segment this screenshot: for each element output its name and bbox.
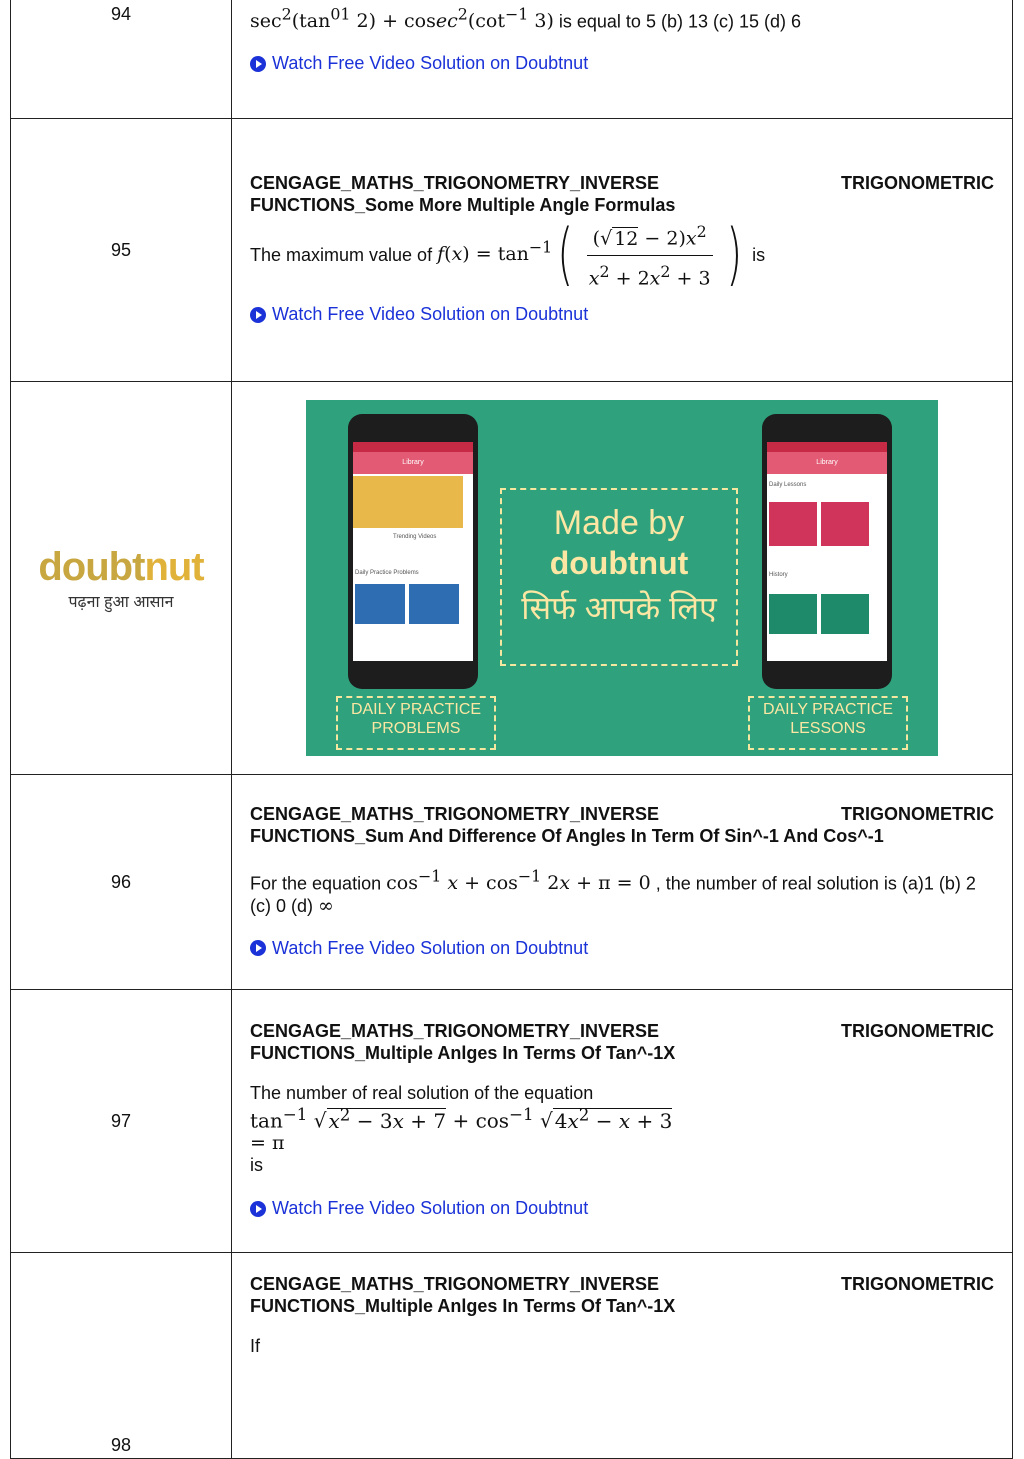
- label-line: DAILY PRACTICE: [762, 701, 894, 718]
- daily-practice-lessons-label: [748, 696, 908, 750]
- watch-video-label: Watch Free Video Solution on Doubtnut: [272, 53, 589, 74]
- play-icon: [250, 1201, 266, 1217]
- question-prefix: For the equation: [250, 872, 382, 893]
- question-text: [250, 3, 994, 33]
- question-text: [250, 1335, 994, 1358]
- phone-text: History: [769, 572, 788, 578]
- title-part-b: TRIGONOMETRIC: [841, 803, 994, 824]
- question-number: 95: [11, 119, 232, 382]
- question-number: 98: [11, 1253, 232, 1459]
- title-part-c: FUNCTIONS_Multiple Anlges In Terms Of Tan^-1X: [250, 1296, 676, 1316]
- title-part-c: FUNCTIONS_Some More Multiple Angle Formulas: [250, 195, 676, 216]
- title-part-a: CENGAGE_MATHS_TRIGONOMETRY_INVERSE: [250, 803, 660, 824]
- watch-video-link[interactable]: [250, 304, 588, 325]
- title-part-a: CENGAGE_MATHS_TRIGONOMETRY_INVERSE: [250, 1021, 660, 1042]
- question-title: [250, 803, 994, 847]
- label-line: DAILY PRACTICE: [350, 701, 482, 718]
- math-expression: $\sec^2(\tan^{01}$ $2) + cosec^2(\cot^{-1}$ 3): [250, 5, 554, 33]
- logo-word-a: doubt: [38, 544, 145, 589]
- title-part-c: FUNCTIONS_Multiple Anlges In Terms Of Tan^-1X: [250, 1043, 676, 1064]
- question-title: [250, 172, 994, 216]
- phone-screen-title: Library: [353, 452, 473, 474]
- title-part-c: FUNCTIONS_Sum And Difference Of Angles In Term Of Sin^-1 And Cos^-1: [250, 825, 884, 846]
- question-title: [250, 1020, 994, 1064]
- question-row-96: [11, 775, 1013, 990]
- phone-right: [762, 414, 892, 689]
- made-by-hindi: सिर्फ आपके लिए: [521, 590, 717, 626]
- infinity-symbol: ∞: [318, 894, 334, 917]
- phone-text: Daily Lessons: [769, 482, 807, 488]
- label-line: PROBLEMS: [371, 720, 461, 737]
- watch-video-link[interactable]: [250, 1198, 588, 1219]
- watch-video-label: Watch Free Video Solution on Doubtnut: [272, 1198, 589, 1219]
- question-row-94: [11, 0, 1013, 119]
- question-number: 96: [11, 775, 232, 990]
- question-suffix: is: [250, 1155, 263, 1176]
- logo-word-b: nut: [144, 544, 204, 589]
- title-part-b: TRIGONOMETRIC: [841, 1274, 994, 1294]
- doubtnut-logo: [11, 545, 231, 612]
- title-part-b: TRIGONOMETRIC: [841, 173, 994, 194]
- question-prefix: The maximum value of: [250, 244, 433, 265]
- title-part-a: CENGAGE_MATHS_TRIGONOMETRY_INVERSE: [250, 1274, 660, 1294]
- math-expression: $\cos^{-1} x + \cos^{-1} 2x + \pi = 0$: [386, 866, 651, 894]
- play-icon: [250, 940, 266, 956]
- question-number: 97: [11, 990, 232, 1253]
- play-icon: [250, 56, 266, 72]
- phone-text: Trending Videos: [393, 534, 437, 540]
- math-expression: $f(x) = \tan^{-1}$( $\frac{(√ 12 - 2)x^2}{x^2 + 2x^2 + 3}$ ): [437, 215, 742, 295]
- question-text: [250, 1082, 994, 1176]
- play-icon: [250, 307, 266, 323]
- phone-left: [348, 414, 478, 689]
- title-part-a: CENGAGE_MATHS_TRIGONOMETRY_INVERSE: [250, 173, 660, 194]
- daily-practice-problems-label: [336, 696, 496, 750]
- question-cell: [232, 1253, 1013, 1459]
- question-prefix: If: [250, 1336, 261, 1356]
- question-text: [250, 215, 994, 295]
- promo-banner[interactable]: [306, 400, 938, 756]
- title-part-b: TRIGONOMETRIC: [841, 1021, 994, 1042]
- ad-cell: [232, 382, 1013, 775]
- question-row-97: [11, 990, 1013, 1253]
- logo-cell: [11, 382, 232, 775]
- question-row-95: [11, 119, 1013, 382]
- question-row-98: [11, 1253, 1013, 1459]
- watch-video-label: Watch Free Video Solution on Doubtnut: [272, 937, 589, 958]
- logo-tagline: पढ़ना हुआ आसान: [68, 593, 174, 611]
- watch-video-link[interactable]: [250, 938, 588, 959]
- label-line: LESSONS: [790, 720, 866, 737]
- question-suffix: is: [752, 244, 766, 265]
- question-cell: [232, 0, 1013, 119]
- question-cell: [232, 990, 1013, 1253]
- question-cell: [232, 119, 1013, 382]
- questions-table: [10, 0, 1013, 1459]
- question-suffix: , the number of real solution is (a)1 (b) 2 (c) 0 (d): [250, 872, 976, 916]
- made-by-box: [500, 488, 738, 666]
- math-expression: $\tan^{-1}$ √ $x^2 - 3x + 7 + \cos^{-1}$ √ $4x^2 - x + 3$: [250, 1105, 673, 1134]
- question-prefix: The number of real solution of the equation: [250, 1083, 594, 1104]
- made-by-logo: doubtnut: [549, 545, 689, 581]
- made-by-text: Made by: [553, 504, 685, 542]
- question-suffix: is equal to 5 (b) 13 (c) 15 (d) 6: [558, 11, 802, 32]
- question-number: 94: [11, 0, 232, 119]
- math-expression-tail: = π: [250, 1132, 285, 1155]
- ad-row: [11, 382, 1013, 775]
- question-title: [250, 1273, 994, 1317]
- question-cell: [232, 775, 1013, 990]
- phone-text: Daily Practice Problems: [355, 570, 419, 576]
- watch-video-label: Watch Free Video Solution on Doubtnut: [272, 304, 589, 325]
- watch-video-link[interactable]: [250, 53, 588, 74]
- phone-screen-title: Library: [767, 452, 887, 474]
- question-text: [250, 865, 994, 918]
